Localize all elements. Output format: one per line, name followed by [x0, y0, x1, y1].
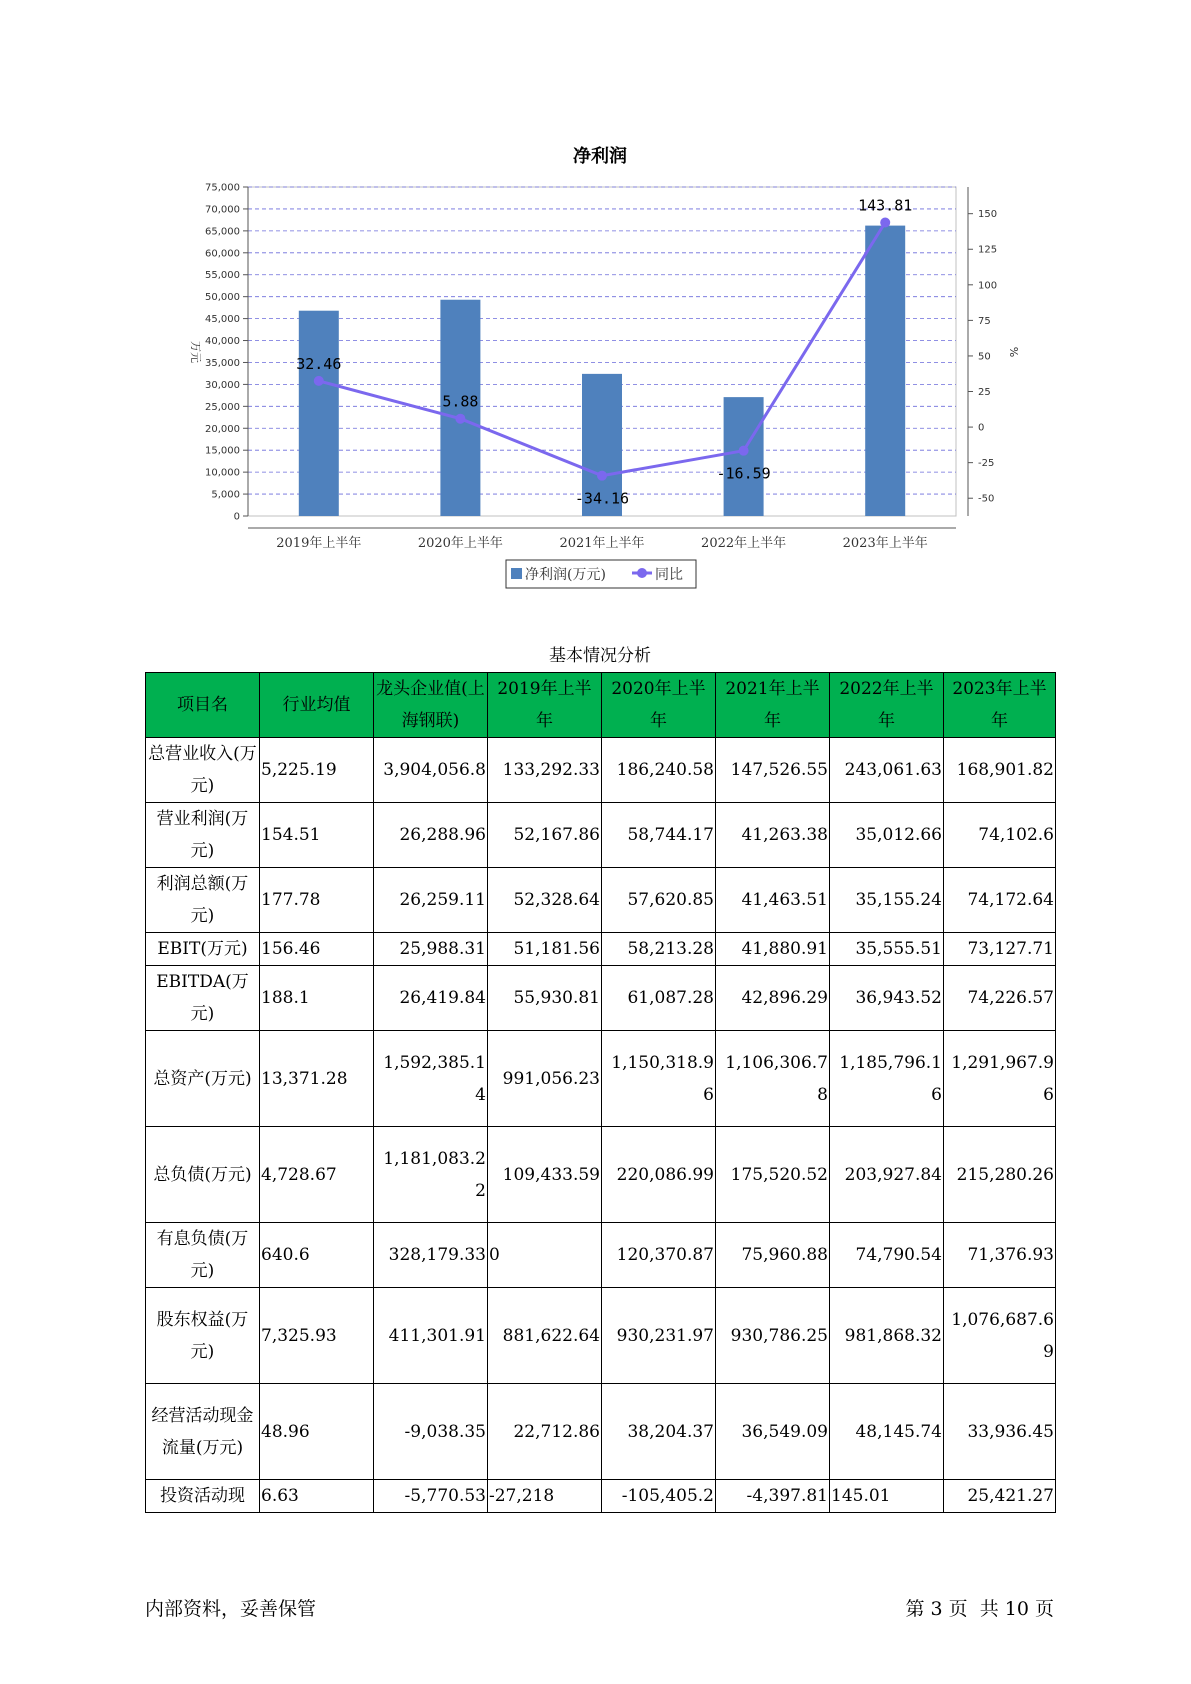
cell-item-name: 总资产(万元)	[146, 1031, 260, 1127]
cell-h1-2022: 243,061.63	[830, 738, 944, 803]
cell-leader-value: 26,259.11	[374, 868, 488, 933]
left-tick-label: 35,000	[205, 357, 240, 369]
chart-legend	[506, 560, 696, 588]
cell-h1-2021: 41,263.38	[716, 803, 830, 868]
cell-h1-2021: 36,549.09	[716, 1384, 830, 1480]
cell-industry-avg: 6.63	[260, 1480, 374, 1513]
cell-industry-avg: 7,325.93	[260, 1288, 374, 1384]
cell-h1-2022: 145.01	[830, 1480, 944, 1513]
row-interest-bearing-debt	[146, 1223, 1056, 1288]
x-tick-label: 2021年上半年	[559, 536, 645, 551]
right-axis-label: %	[1007, 346, 1020, 358]
cell-item-name: EBITDA(万元)	[146, 966, 260, 1031]
cell-h1-2020: 58,213.28	[602, 933, 716, 966]
cell-h1-2023: 168,901.82	[944, 738, 1056, 803]
cell-item-name: 总负债(万元)	[146, 1127, 260, 1223]
cell-h1-2022: 203,927.84	[830, 1127, 944, 1223]
cell-h1-2023: 74,172.64	[944, 868, 1056, 933]
x-tick-label: 2020年上半年	[417, 536, 503, 551]
cell-h1-2021: -4,397.81	[716, 1480, 830, 1513]
cell-industry-avg: 5,225.19	[260, 738, 374, 803]
left-tick-label: 70,000	[205, 204, 240, 216]
cell-h1-2023: 1,076,687.69	[944, 1288, 1056, 1384]
data-label: -16.59	[716, 464, 771, 483]
cell-leader-value: 3,904,056.8	[374, 738, 488, 803]
legend-bar-label: 净利润(万元)	[525, 567, 606, 583]
row-total-assets	[146, 1031, 1056, 1127]
data-label: 5.88	[442, 392, 479, 411]
cell-leader-value: 1,592,385.14	[374, 1031, 488, 1127]
row-total-profit	[146, 868, 1056, 933]
cell-h1-2020: 120,370.87	[602, 1223, 716, 1288]
cell-industry-avg: 48.96	[260, 1384, 374, 1480]
legend-bar-swatch	[511, 568, 522, 579]
header-2022h1: 2022年上半年	[830, 673, 944, 738]
right-tick-label: 100	[978, 280, 998, 292]
chart-title: 净利润	[573, 146, 627, 167]
cell-industry-avg: 154.51	[260, 803, 374, 868]
right-tick-label: 0	[978, 422, 985, 434]
cell-item-name: 股东权益(万元)	[146, 1288, 260, 1384]
cell-h1-2023: 73,127.71	[944, 933, 1056, 966]
header-2021h1: 2021年上半年	[716, 673, 830, 738]
x-tick-label: 2019年上半年	[276, 536, 362, 551]
cell-h1-2023: 25,421.27	[944, 1480, 1056, 1513]
bar	[865, 226, 905, 516]
left-tick-label: 30,000	[205, 379, 240, 391]
cell-h1-2023: 215,280.26	[944, 1127, 1056, 1223]
cell-industry-avg: 640.6	[260, 1223, 374, 1288]
right-tick-label: 150	[978, 209, 998, 221]
cell-industry-avg: 188.1	[260, 966, 374, 1031]
cell-h1-2019: 991,056.23	[488, 1031, 602, 1127]
cell-h1-2021: 1,106,306.78	[716, 1031, 830, 1127]
cell-item-name: 投资活动现	[146, 1480, 260, 1513]
right-tick-label: 50	[978, 351, 991, 363]
net-profit-chart	[0, 0, 1191, 600]
cell-h1-2019: 133,292.33	[488, 738, 602, 803]
cell-h1-2020: 1,150,318.96	[602, 1031, 716, 1127]
cell-h1-2022: 35,555.51	[830, 933, 944, 966]
cell-h1-2019: 0	[488, 1223, 602, 1288]
cell-h1-2020: 930,231.97	[602, 1288, 716, 1384]
cell-h1-2019: 51,181.56	[488, 933, 602, 966]
cell-h1-2020: 186,240.58	[602, 738, 716, 803]
line-point	[739, 446, 749, 456]
row-total-revenue	[146, 738, 1056, 803]
left-tick-label: 10,000	[205, 467, 240, 479]
cell-h1-2020: 38,204.37	[602, 1384, 716, 1480]
cell-h1-2019: 881,622.64	[488, 1288, 602, 1384]
row-total-liabilities	[146, 1127, 1056, 1223]
cell-h1-2022: 981,868.32	[830, 1288, 944, 1384]
cell-h1-2023: 71,376.93	[944, 1223, 1056, 1288]
cell-leader-value: -9,038.35	[374, 1384, 488, 1480]
left-tick-label: 0	[233, 511, 240, 523]
cell-industry-avg: 156.46	[260, 933, 374, 966]
right-tick-label: -50	[978, 493, 995, 505]
cell-industry-avg: 177.78	[260, 868, 374, 933]
header-2020h1: 2020年上半年	[602, 673, 716, 738]
line-point	[597, 471, 607, 481]
cell-h1-2023: 74,226.57	[944, 966, 1056, 1031]
footer-confidential-note: 内部资料，妥善保管	[145, 1598, 317, 1620]
cell-h1-2022: 48,145.74	[830, 1384, 944, 1480]
cell-h1-2019: 52,328.64	[488, 868, 602, 933]
cell-h1-2020: 57,620.85	[602, 868, 716, 933]
table-caption: 基本情况分析	[549, 646, 651, 666]
cell-item-name: 总营业收入(万元)	[146, 738, 260, 803]
cell-item-name: EBIT(万元)	[146, 933, 260, 966]
row-investing-cash-flow	[146, 1480, 1056, 1513]
cell-h1-2019: -27,218	[488, 1480, 602, 1513]
left-tick-label: 55,000	[205, 270, 240, 282]
cell-h1-2022: 36,943.52	[830, 966, 944, 1031]
cell-h1-2021: 41,463.51	[716, 868, 830, 933]
cell-leader-value: -5,770.53	[374, 1480, 488, 1513]
cell-h1-2019: 55,930.81	[488, 966, 602, 1031]
data-label: 32.46	[296, 354, 342, 373]
cell-item-name: 营业利润(万元)	[146, 803, 260, 868]
x-tick-label: 2023年上半年	[842, 536, 928, 551]
cell-item-name: 有息负债(万元)	[146, 1223, 260, 1288]
left-tick-label: 60,000	[205, 248, 240, 260]
cell-h1-2021: 147,526.55	[716, 738, 830, 803]
cell-h1-2023: 33,936.45	[944, 1384, 1056, 1480]
cell-leader-value: 25,988.31	[374, 933, 488, 966]
header-2023h1: 2023年上半年	[944, 673, 1056, 738]
left-tick-label: 45,000	[205, 314, 240, 326]
right-tick-label: 25	[978, 387, 991, 399]
cell-h1-2021: 930,786.25	[716, 1288, 830, 1384]
row-ebitda	[146, 966, 1056, 1031]
cell-h1-2023: 1,291,967.96	[944, 1031, 1056, 1127]
cell-h1-2019: 109,433.59	[488, 1127, 602, 1223]
data-label: -34.16	[574, 489, 630, 508]
left-axis-label: 万元	[189, 341, 202, 363]
cell-leader-value: 26,419.84	[374, 966, 488, 1031]
cell-h1-2019: 22,712.86	[488, 1384, 602, 1480]
row-shareholder-equity	[146, 1288, 1056, 1384]
left-tick-label: 5,000	[211, 489, 240, 501]
line-point	[314, 376, 324, 386]
cell-h1-2021: 175,520.52	[716, 1127, 830, 1223]
cell-leader-value: 411,301.91	[374, 1288, 488, 1384]
bar	[724, 397, 764, 516]
right-tick-label: -25	[978, 458, 995, 470]
cell-h1-2021: 75,960.88	[716, 1223, 830, 1288]
cell-h1-2020: 220,086.99	[602, 1127, 716, 1223]
cell-item-name: 经营活动现金流量(万元)	[146, 1384, 260, 1480]
row-operating-profit	[146, 803, 1056, 868]
cell-h1-2022: 35,012.66	[830, 803, 944, 868]
cell-h1-2020: 58,744.17	[602, 803, 716, 868]
x-tick-label: 2022年上半年	[701, 536, 787, 551]
basic-analysis-table	[145, 672, 1056, 1513]
cell-industry-avg: 13,371.28	[260, 1031, 374, 1127]
legend-line-marker	[637, 568, 647, 578]
cell-leader-value: 1,181,083.22	[374, 1127, 488, 1223]
header-2019h1: 2019年上半年	[488, 673, 602, 738]
cell-h1-2022: 1,185,796.16	[830, 1031, 944, 1127]
right-tick-label: 75	[978, 315, 991, 327]
legend-line-label: 同比	[655, 567, 683, 583]
left-tick-label: 75,000	[205, 182, 240, 194]
line-point	[880, 217, 890, 227]
left-tick-label: 15,000	[205, 445, 240, 457]
cell-h1-2019: 52,167.86	[488, 803, 602, 868]
table-header-row	[146, 673, 1056, 738]
left-tick-label: 25,000	[205, 401, 240, 413]
line-point	[455, 414, 465, 424]
cell-item-name: 利润总额(万元)	[146, 868, 260, 933]
data-label: 143.81	[858, 196, 913, 215]
left-tick-label: 40,000	[205, 336, 240, 348]
cell-h1-2022: 74,790.54	[830, 1223, 944, 1288]
header-leader-value: 龙头企业值(上海钢联)	[374, 673, 488, 738]
cell-h1-2023: 74,102.6	[944, 803, 1056, 868]
bar	[299, 311, 339, 516]
footer-page-number: 第 3 页 共 10 页	[905, 1598, 1054, 1620]
left-tick-label: 65,000	[205, 226, 240, 238]
cell-h1-2021: 41,880.91	[716, 933, 830, 966]
left-tick-label: 20,000	[205, 423, 240, 435]
left-tick-label: 50,000	[205, 292, 240, 304]
row-ebit	[146, 933, 1056, 966]
header-industry-avg: 行业均值	[260, 673, 374, 738]
row-operating-cash-flow	[146, 1384, 1056, 1480]
right-tick-label: 125	[978, 244, 998, 256]
cell-h1-2021: 42,896.29	[716, 966, 830, 1031]
cell-h1-2020: 61,087.28	[602, 966, 716, 1031]
header-item-name: 项目名	[146, 673, 260, 738]
cell-h1-2022: 35,155.24	[830, 868, 944, 933]
cell-leader-value: 328,179.33	[374, 1223, 488, 1288]
cell-industry-avg: 4,728.67	[260, 1127, 374, 1223]
cell-leader-value: 26,288.96	[374, 803, 488, 868]
cell-h1-2020: -105,405.2	[602, 1480, 716, 1513]
